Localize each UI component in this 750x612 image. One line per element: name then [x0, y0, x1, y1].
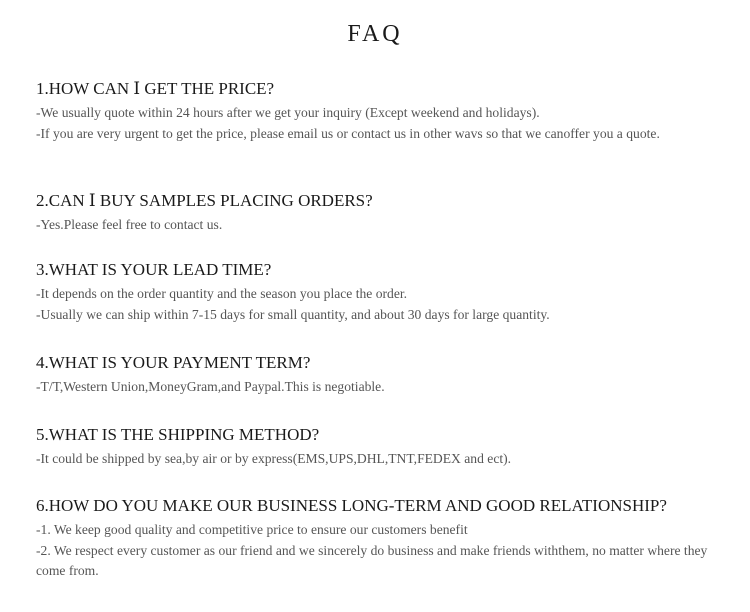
faq-answer: -T/T,Western Union,MoneyGram,and Paypal.This is negotiable.	[36, 379, 385, 394]
page-title: FAQ	[347, 21, 403, 47]
faq-item-relationship	[36, 496, 726, 582]
faq-item-shipping-method	[36, 425, 726, 470]
faq-answer: -If you are very urgent to get the price, please email us or contact us in other wavs so that we canoffer you a quote.	[36, 125, 660, 141]
faq-answer: -It could be shipped by sea,by air or by express(EMS,UPS,DHL,TNT,FEDEX and ect).	[36, 451, 512, 466]
faq-answer: -1. We keep good quality and competitive price to ensure our customers benefit	[36, 522, 468, 537]
faq-question: 2.CAN Ⅰ BUY SAMPLES PLACING ORDERS?	[36, 191, 373, 210]
faq-question: 4.WHAT IS YOUR PAYMENT TERM?	[36, 353, 311, 372]
faq-answer: -We usually quote within 24 hours after we get your inquiry (Except weekend and holidays).	[36, 105, 540, 120]
faq-answer: -2. We respect every customer as our friend and we sincerely do business and make friends withthem, no matter where they come from.	[36, 542, 708, 578]
faq-answer: -Usually we can ship within 7-15 days for small quantity, and about 30 days for large quantity.	[36, 306, 550, 322]
faq-item-samples	[36, 191, 726, 236]
faq-item-lead-time	[36, 260, 726, 325]
faq-answer: -Yes.Please feel free to contact us.	[36, 217, 223, 232]
faq-item-payment-term	[36, 353, 726, 398]
faq-answer: -It depends on the order quantity and the season you place the order.	[36, 286, 408, 301]
faq-question: 3.WHAT IS YOUR LEAD TIME?	[36, 260, 272, 279]
faq-question: 5.WHAT IS THE SHIPPING METHOD?	[36, 425, 320, 444]
faq-question: 1.HOW CAN Ⅰ GET THE PRICE?	[36, 79, 275, 98]
faq-item-price	[36, 79, 726, 144]
faq-question: 6.HOW DO YOU MAKE OUR BUSINESS LONG-TERM AND GOOD RELATIONSHIP?	[36, 496, 667, 515]
